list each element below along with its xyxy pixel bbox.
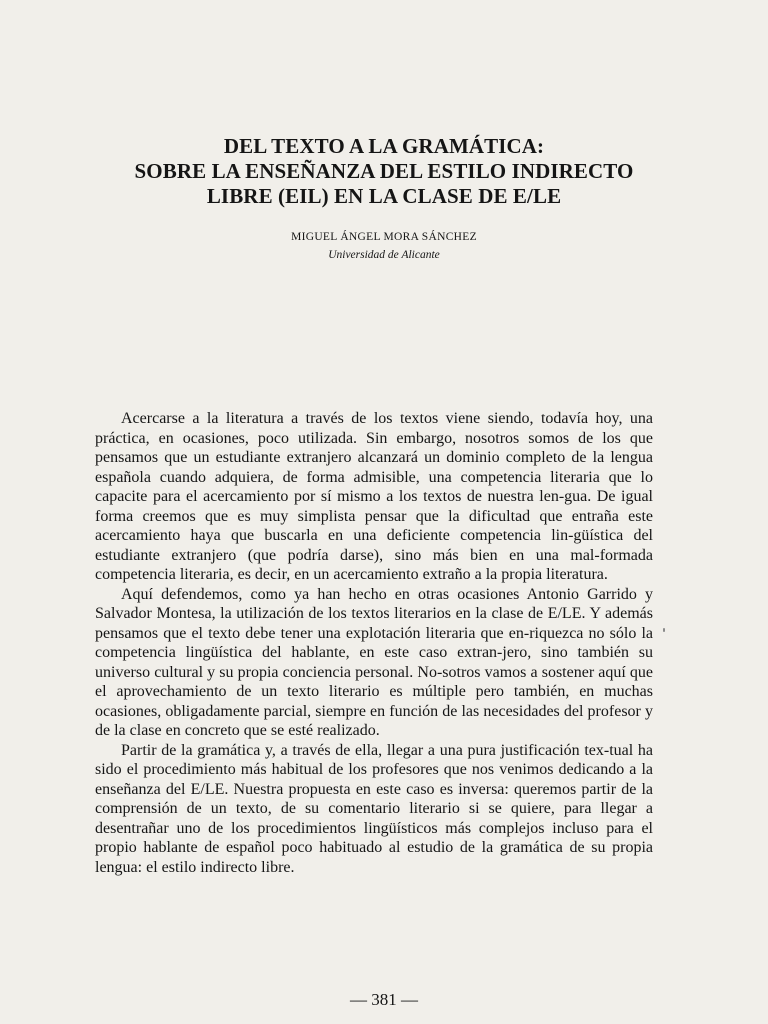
- article-title: [0, 134, 768, 209]
- body-paragraph-2: Aquí defendemos, como ya han hecho en otras ocasiones Antonio Garrido y Salvador Montesa, la utilización de los textos literarios en la clase de E/LE. Y además pensamos que el texto debe tener una explotación literaria que en-riquezca no sólo la competencia lingüística del hablante, en este caso extran-jero, sino también su universo cultural y su propia conciencia personal. No-sotros vamos a sostener aquí que el aprovechamiento de un texto literario es múltiple pero también, en muchas ocasiones, obligadamente parcial, siempre en función de las necesidades del profesor y de la clase en concreto que se esté realizado.: [95, 585, 653, 739]
- article-body: [95, 409, 653, 877]
- scan-speck: [663, 628, 665, 632]
- body-paragraph-3: Partir de la gramática y, a través de ella, llegar a una pura justificación tex-tual ha sido el procedimiento más habitual de los profesores que nos venimos dedicando a la enseñanza del E/LE. Nuestra propuesta en este caso es inversa: queremos partir de la comprensión de un texto, de su comentario literario si se quiere, para llegar a desentrañar uno de los procedimientos lingüísticos más complejos incluso para el propio hablante de español poco habituado al estudio de la gramática de su propia lengua: el estilo indirecto libre.: [95, 741, 653, 876]
- author-affiliation: Universidad de Alicante: [328, 249, 440, 261]
- author-name: MIGUEL ÁNGEL MORA SÁNCHEZ: [291, 231, 477, 243]
- body-paragraph-1: Acercarse a la literatura a través de los textos viene siendo, todavía hoy, una práctica, en ocasiones, poco utilizada. Sin embargo, nosotros somos de los que pensamos que un estudiante extranjero alcanzará un dominio completo de la lengua española cuando adquiera, de forma admisible, una competencia literaria que lo capacite para el acercamiento por sí mismo a los textos de nuestra len-gua. De igual forma creemos que es muy simplista pensar que la dificultad que entraña este acercamiento haya que buscarla en una deficiente competencia lin-güística del estudiante extranjero (que podría darse), sino más bien en una mal-formada competencia literaria, es decir, en un acercamiento extraño a la propia literatura.: [95, 410, 653, 583]
- title-line-1: DEL TEXTO A LA GRAMÁTICA:: [223, 134, 545, 158]
- title-line-2: SOBRE LA ENSEÑANZA DEL ESTILO INDIRECTO: [134, 159, 634, 183]
- page-number: — 381 —: [350, 990, 418, 1009]
- title-line-3: LIBRE (EIL) EN LA CLASE DE E/LE: [206, 184, 562, 208]
